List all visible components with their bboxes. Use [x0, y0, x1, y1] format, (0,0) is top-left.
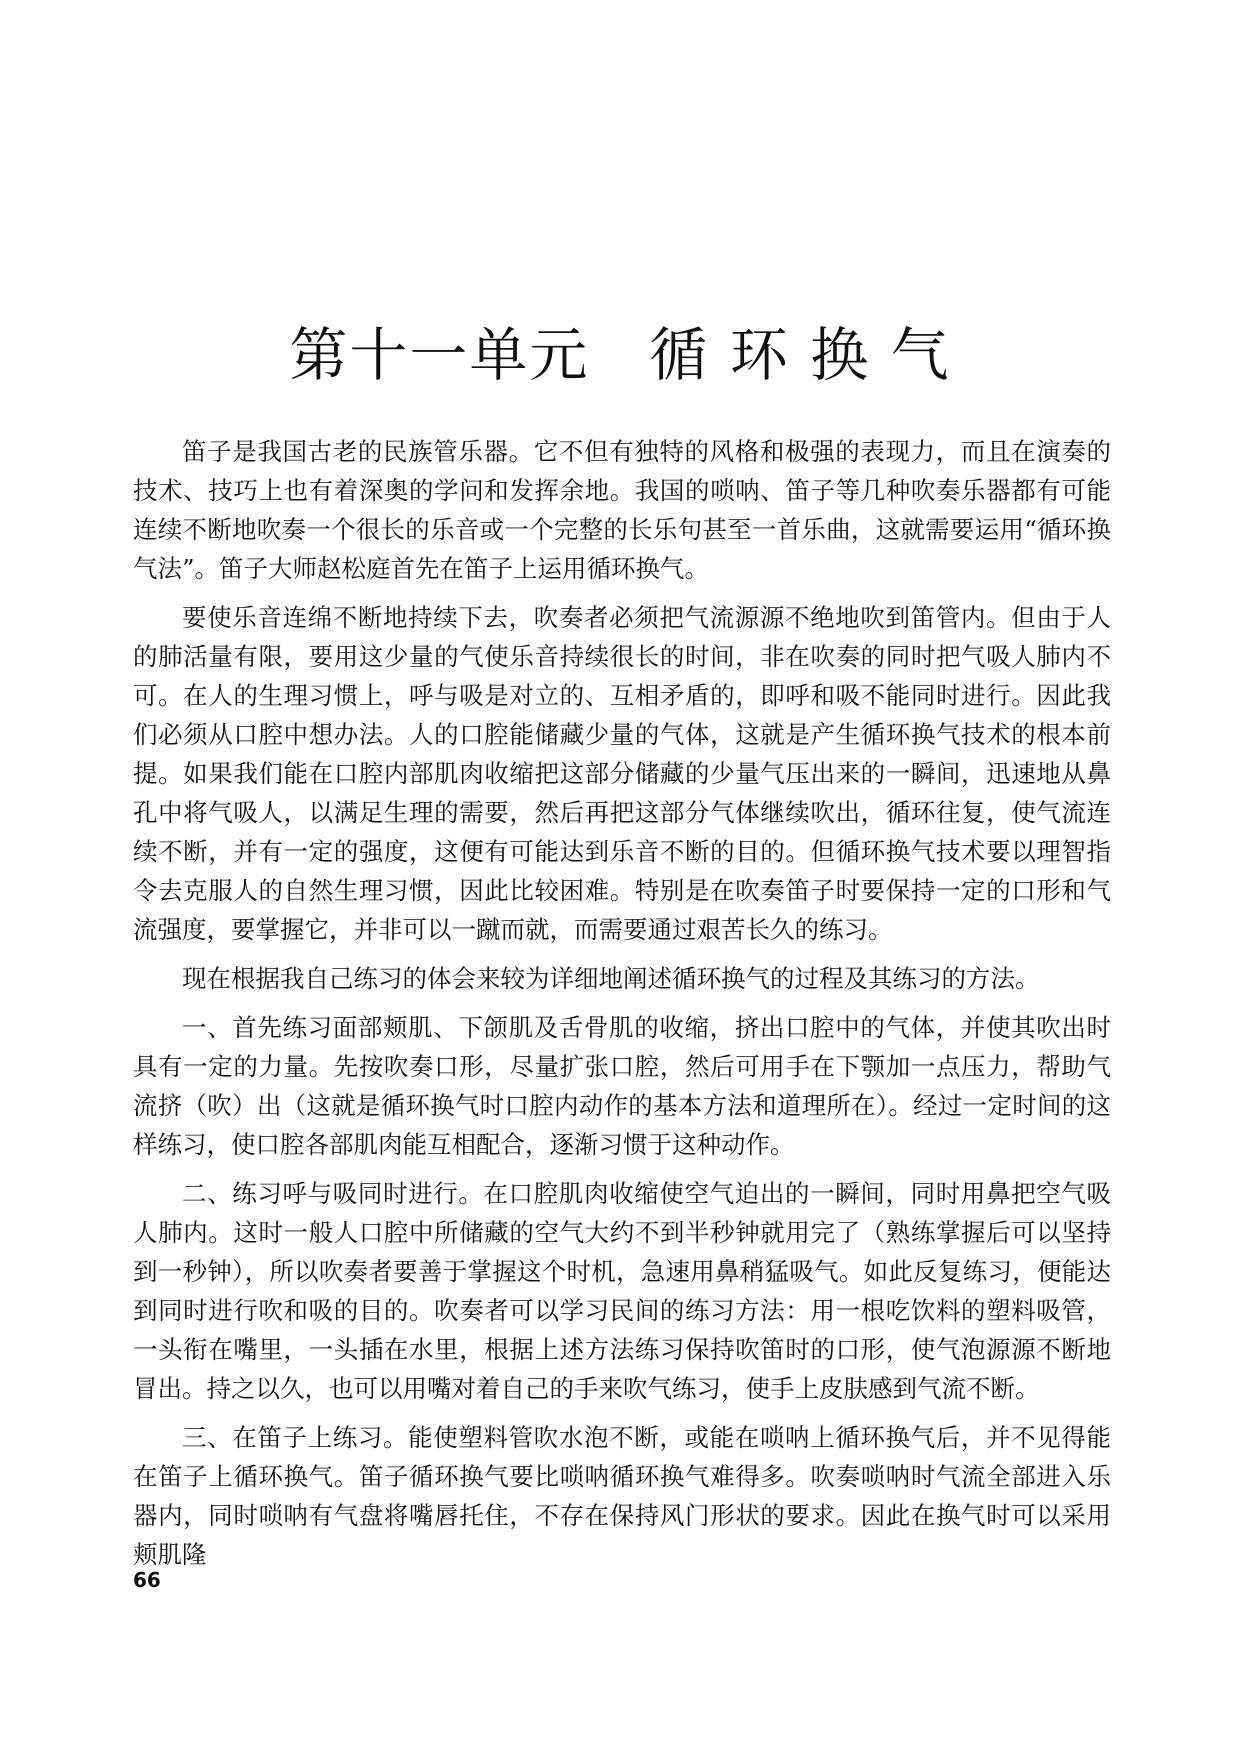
- chapter-title: 第十一单元 循 环 换 气: [289, 321, 951, 389]
- paragraph: 要使乐音连绵不断地持续下去，吹奏者必须把气流源源不绝地吹到笛管内。但由于人的肺活量有限，要用这少量的气使乐音持续很长的时间，非在吹奏的同时把气吸人肺内不可。在人的生理习惯上，呼与吸是对立的、互相矛盾的，即呼和吸不能同时进行。因此我们必须从口腔中想办法。人的口腔能储藏少量的气体，这就是产生循环换气技术的根本前提。如果我们能在口腔内部肌肉收缩把这部分储藏的少量气压出来的一瞬间，迅速地从鼻孔中将气吸人，以满足生理的需要，然后再把这部分气体继续吹出，循环往复，使气流连续不断，并有一定的强度，这便有可能达到乐音不断的目的。但循环换气技术要以理智指令去克服人的自然生理习惯，因此比较困难。特别是在吹奏笛子时要保持一定的口形和气流强度，要掌握它，并非可以一蹴而就，而需要通过艰苦长久的练习。: [133, 603, 1111, 944]
- paragraph: 三、在笛子上练习。能使塑料管吹水泡不断，或能在唢呐上循环换气后，并不见得能在笛子上循环换气。笛子循环换气要比唢呐循环换气难得多。吹奏唢呐时气流全部进入乐器内，同时唢呐有气盘将嘴唇托住，不存在保持风门形状的要求。因此在换气时可以采用颊肌隆: [133, 1423, 1111, 1569]
- paragraph: 一、首先练习面部颊肌、下颌肌及舌骨肌的收缩，挤出口腔中的气体，并使其吹出时具有一定的力量。先按吹奏口形，尽量扩张口腔，然后可用手在下颚加一点压力，帮助气流挤（吹）出（这就是循环换气时口腔内动作的基本方法和道理所在）。经过一定时间的这样练习，使口腔各部肌肉能互相配合，逐渐习惯于这种动作。: [133, 1013, 1111, 1159]
- paragraph: 现在根据我自己练习的体会来较为详细地阐述循环换气的过程及其练习的方法。: [182, 964, 1040, 993]
- page-number: 66: [133, 1568, 161, 1592]
- body-text: [133, 432, 1111, 1584]
- paragraph: 二、练习呼与吸同时进行。在口腔肌肉收缩使空气迫出的一瞬间，同时用鼻把空气吸人肺内。这时一般人口腔中所储藏的空气大约不到半秒钟就用完了（熟练掌握后可以坚持到一秒钟），所以吹奏者要善于掌握这个时机，急速用鼻稍猛吸气。如此反复练习，便能达到同时进行吹和吸的目的。吹奏者可以学习民间的练习方法：用一根吃饮料的塑料吸管，一头衔在嘴里，一头插在水里，根据上述方法练习保持吹笛时的口形，使气泡源源不断地冒出。持之以久，也可以用嘴对着自己的手来吹气练习，使手上皮肤感到气流不断。: [133, 1179, 1111, 1403]
- paragraph: 笛子是我国古老的民族管乐器。它不但有独特的风格和极强的表现力，而且在演奏的技术、技巧上也有着深奥的学问和发挥余地。我国的唢呐、笛子等几种吹奏乐器都有可能连续不断地吹奏一个很长的乐音或一个完整的长乐句甚至一首乐曲，这就需要运用“循环换气法”。笛子大师赵松庭首先在笛子上运用循环换气。: [133, 437, 1111, 583]
